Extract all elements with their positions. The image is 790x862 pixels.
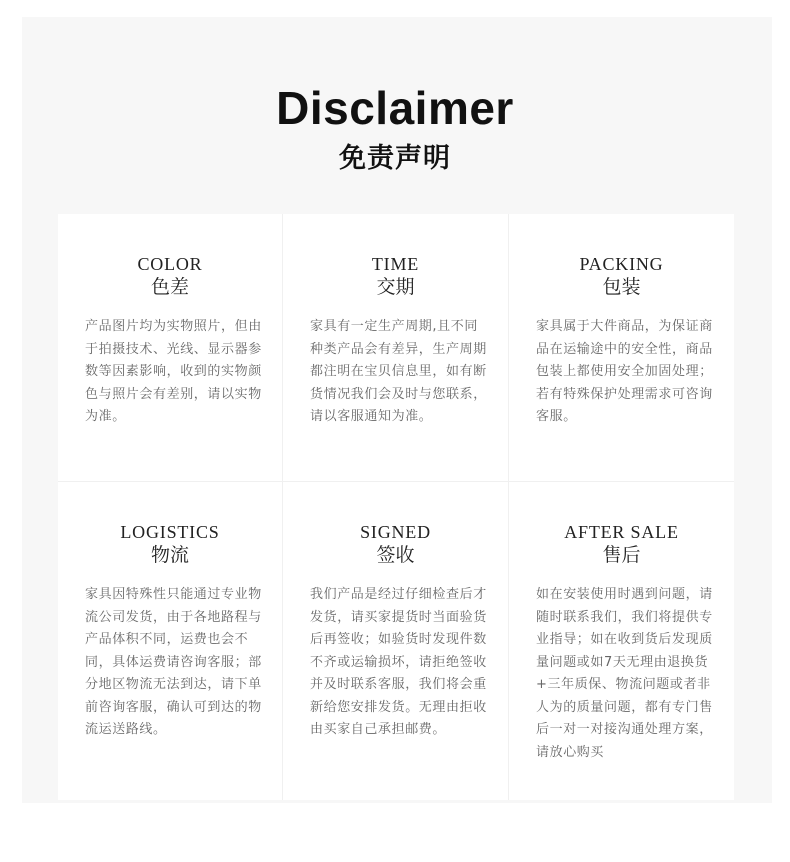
- card-title-cn: 签收: [376, 544, 415, 566]
- card-logistics: [58, 482, 283, 800]
- card-title-en: COLOR: [137, 254, 203, 274]
- card-packing: [509, 214, 734, 482]
- card-title-cn: 物流: [150, 544, 189, 566]
- page-subtitle: 免责声明: [339, 143, 451, 174]
- card-body: 家具有一定生产周期,且不同种类产品会有差异，生产周期都注明在宝贝信息里，如有断货情况我们会及时与您联系，请以客服通知为准。: [310, 319, 487, 424]
- card-after-sale: [509, 482, 734, 800]
- card-time: [283, 214, 509, 482]
- card-body: 如在安装使用时遇到问题，请随时联系我们，我们将提供专业指导；如在收到货后发现质量问题或如7天无理由退换货+三年质保、物流问题或者非人为的质量问题，都有专门售后一对一对接沟通处理方案，请放心购买: [536, 587, 713, 760]
- card-title-cn: 包装: [602, 276, 641, 298]
- card-title-en: LOGISTICS: [120, 522, 220, 542]
- card-title-en: AFTER SALE: [564, 522, 679, 542]
- card-color: [58, 214, 283, 482]
- disclaimer-grid: [58, 214, 734, 800]
- card-title-en: SIGNED: [360, 522, 431, 542]
- page-title: Disclaimer: [276, 82, 514, 134]
- card-title-cn: 售后: [602, 544, 641, 566]
- card-body: 产品图片均为实物照片，但由于拍摄技术、光线、显示器参数等因素影响，收到的实物颜色与照片会有差别，请以实物为准。: [85, 319, 262, 424]
- card-title-cn: 色差: [150, 276, 189, 298]
- card-title-en: TIME: [371, 254, 420, 274]
- card-body: 家具属于大件商品，为保证商品在运输途中的安全性，商品包装上都使用安全加固处理；若有特殊保护处理需求可咨询客服。: [536, 319, 713, 424]
- card-title-en: PACKING: [579, 254, 664, 274]
- card-body: 我们产品是经过仔细检查后才发货，请买家提货时当面验货后再签收；如验货时发现件数不齐或运输损坏，请拒绝签收并及时联系客服，我们将会重新给您安排发货。无理由拒收由买家自己承担邮费。: [310, 587, 487, 737]
- card-body: 家具因特殊性只能通过专业物流公司发货，由于各地路程与产品体积不同，运费也会不同，具体运费请咨询客服；部分地区物流无法到达，请下单前咨询客服，确认可到达的物流运送路线。: [85, 587, 262, 737]
- card-title-cn: 交期: [376, 276, 415, 298]
- card-signed: [283, 482, 509, 800]
